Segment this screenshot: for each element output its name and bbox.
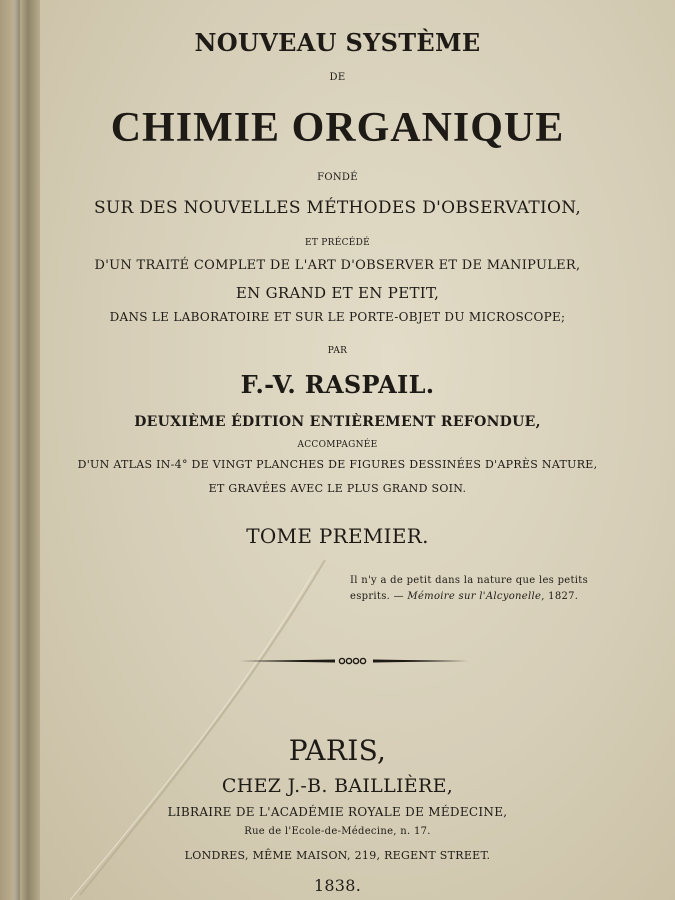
epigraph-line-1: Il n'y a de petit dans la nature que les petits — [350, 575, 589, 586]
volume-label: TOME PREMIER. — [246, 524, 429, 548]
publisher-title: LIBRAIRE DE L'ACADÉMIE ROYALE DE MÉDECINE, — [167, 805, 508, 819]
precede-label: ET PRÉCÉDÉ — [304, 238, 371, 248]
par-label: PAR — [327, 346, 348, 356]
epigraph-text: esprits. — — [350, 591, 408, 602]
subtitle-4: DANS LE LABORATOIRE ET SUR LE PORTE-OBJET DU MICROSCOPE; — [109, 310, 566, 324]
title-connector-de: DE — [329, 72, 346, 83]
title-line-1: NOUVEAU SYSTÈME — [194, 28, 481, 57]
epigraph-year: , 1827. — [541, 591, 579, 602]
atlas-line-1: D'UN ATLAS IN-4° DE VINGT PLANCHES DE FIGURES DESSINÉES D'APRÈS NATURE, — [77, 458, 598, 471]
author-name: F.-V. RASPAIL. — [240, 370, 435, 399]
main-title: CHIMIE ORGANIQUE — [110, 105, 565, 151]
atlas-line-2: ET GRAVÉES AVEC LE PLUS GRAND SOIN. — [208, 482, 467, 495]
epigraph-source: Mémoire sur l'Alcyonelle — [407, 591, 542, 602]
divider-ornament — [240, 654, 468, 668]
subtitle-2: D'UN TRAITÉ COMPLET DE L'ART D'OBSERVER ET DE MANIPULER, — [94, 258, 581, 273]
subtitle-3: EN GRAND ET EN PETIT, — [235, 284, 440, 302]
imprint-place: PARIS, — [288, 734, 387, 767]
edition-statement: DEUXIÈME ÉDITION ENTIÈREMENT REFONDUE, — [134, 414, 541, 430]
epigraph-line-2 — [350, 591, 620, 602]
publisher-name: CHEZ J.-B. BAILLIÈRE, — [221, 775, 454, 797]
accompagnee-label: ACCOMPAGNÉE — [297, 440, 378, 450]
publication-year: 1838. — [313, 876, 362, 895]
london-address: LONDRES, MÊME MAISON, 219, REGENT STREET. — [184, 849, 491, 862]
publisher-address: Rue de l'Ecole-de-Médecine, n. 17. — [244, 826, 431, 837]
subtitle-1: SUR DES NOUVELLES MÉTHODES D'OBSERVATION, — [93, 198, 582, 218]
fonde-label: FONDÉ — [317, 172, 358, 183]
